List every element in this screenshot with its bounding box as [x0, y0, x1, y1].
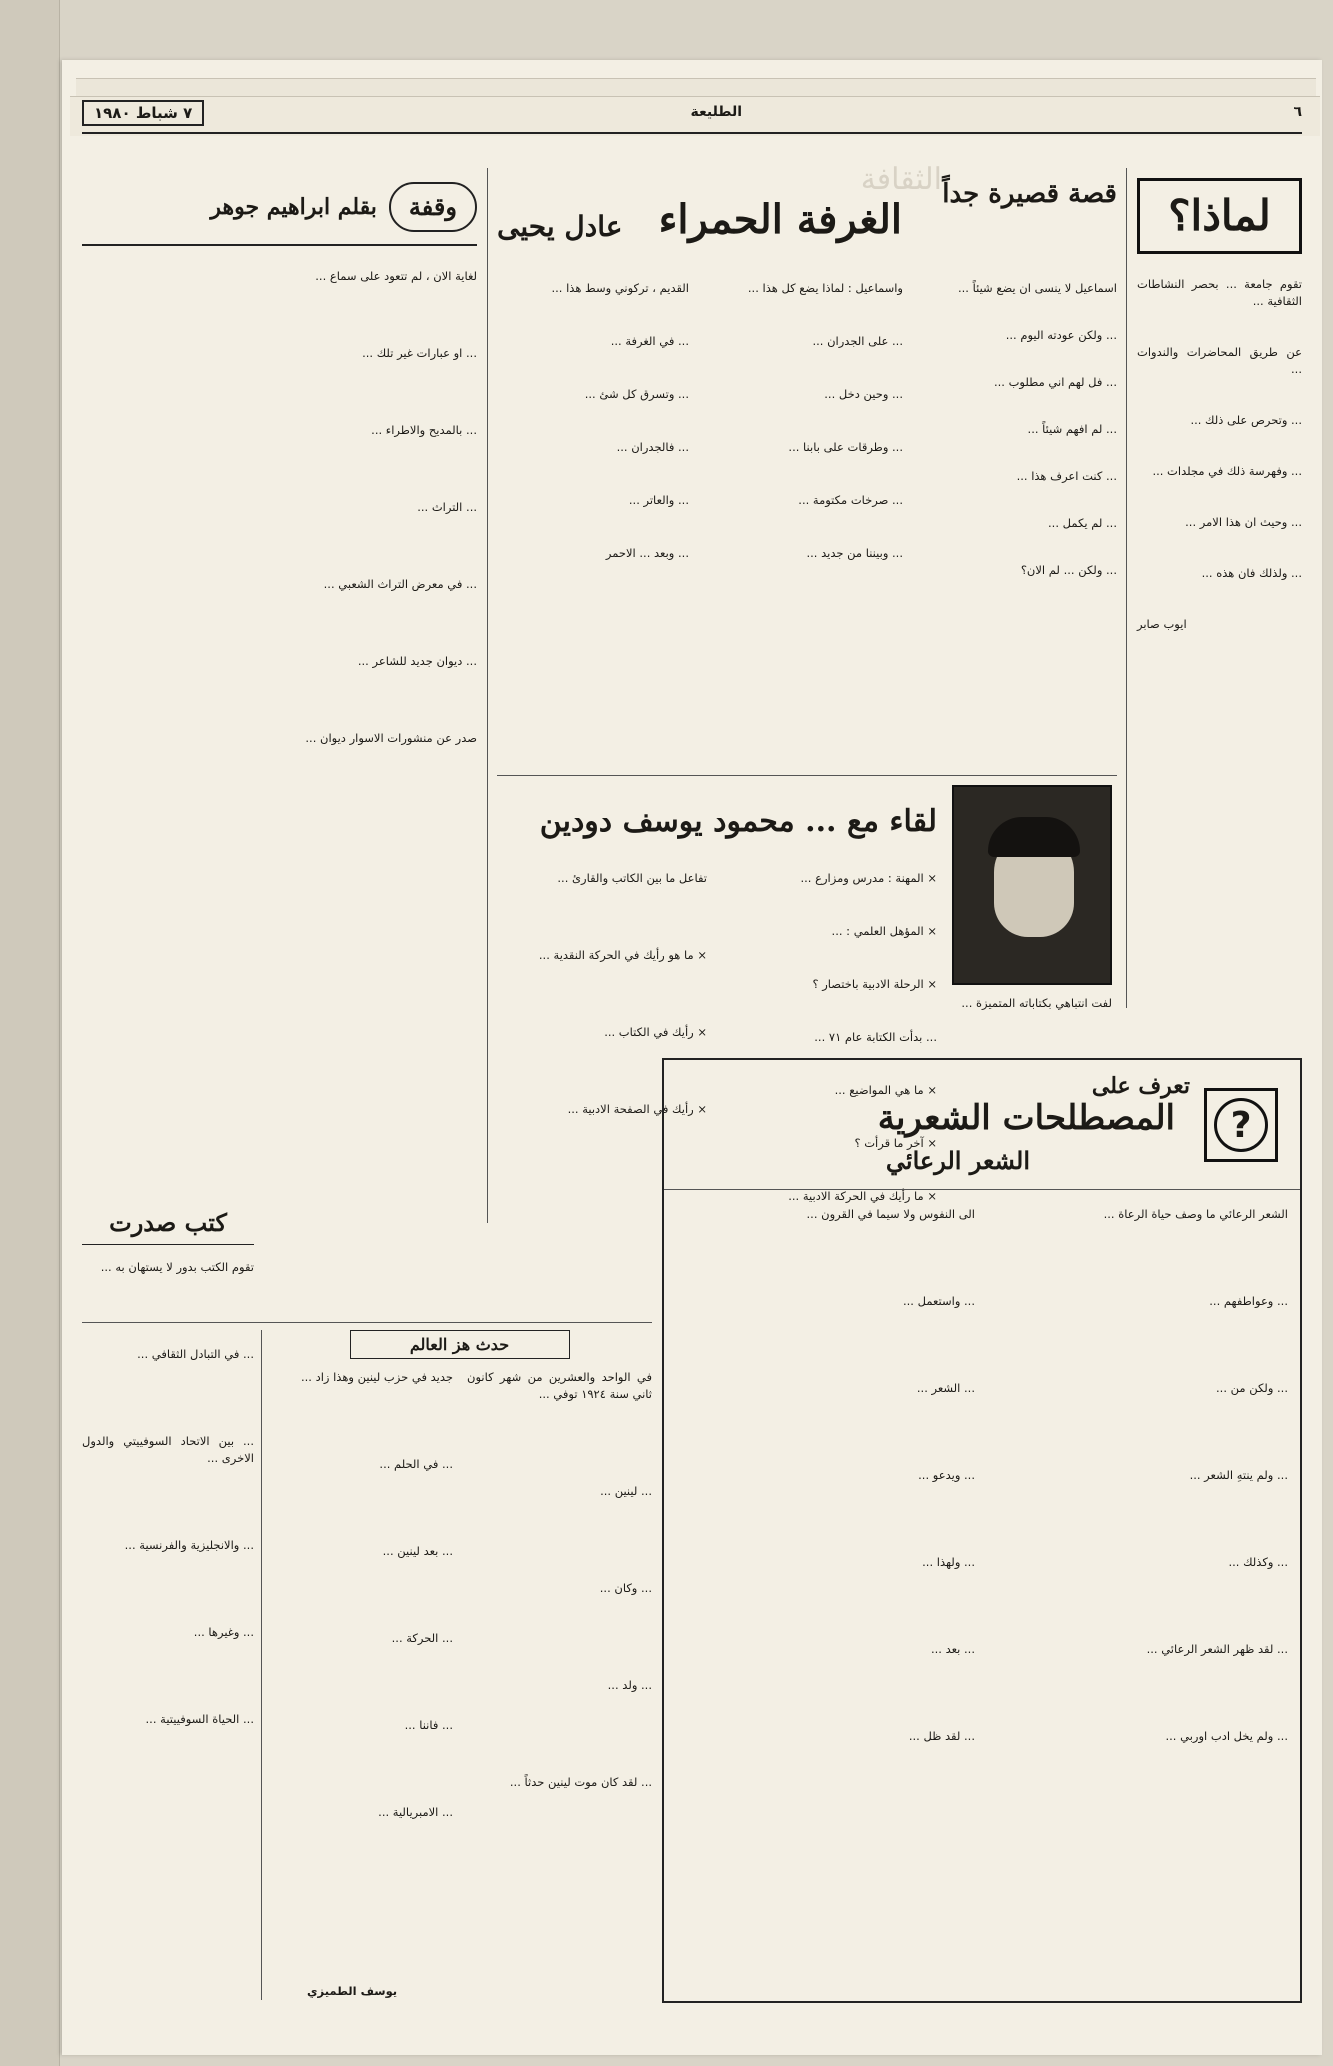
- paragraph: ... ولهذا ...: [922, 1555, 975, 1569]
- paragraph: ... ولكن من ...: [1216, 1381, 1288, 1395]
- paragraph: ... بدأت الكتابة عام ٧١ ...: [814, 1030, 937, 1044]
- paragraph: القديم ، تركوني وسط هذا ...: [551, 281, 689, 295]
- paragraph: ... ويدعو ...: [918, 1468, 975, 1482]
- question-mark-icon: [1204, 1088, 1278, 1162]
- mustalahat-column: [680, 1206, 975, 1815]
- paragraph: ... ولد ...: [607, 1678, 652, 1692]
- column-rule: [1126, 168, 1127, 1008]
- paragraph: ... وبعد ... الاحمر: [605, 546, 689, 560]
- hadath-columns: [267, 1369, 652, 1891]
- wafqa-label: وقفة: [389, 182, 477, 232]
- kutub-body: [82, 1259, 254, 1728]
- paragraph: ... لقد ظل ...: [908, 1729, 975, 1743]
- paragraph: × ما هي المواضيع ...: [834, 1083, 937, 1097]
- mustalahat-columns: [664, 1190, 1300, 1831]
- hadath-author: يوسف الطميزي: [307, 1984, 398, 1998]
- kutub-title: كتب صدرت: [109, 1208, 227, 1237]
- paragraph: × ما هو رأيك في الحركة النقدية ...: [538, 948, 707, 962]
- paragraph: ... لقد ظهر الشعر الرعائي ...: [1146, 1642, 1288, 1656]
- story-columns: [497, 280, 1117, 609]
- paragraph: ... في الحلم ...: [379, 1457, 453, 1471]
- hadath-column: [268, 1369, 453, 1891]
- paragraph: ... وتسرق كل شئ ...: [584, 387, 689, 401]
- paragraph: ... بين الاتحاد السوفييتي والدول الاخرى ...: [82, 1434, 254, 1466]
- paragraph: ... ولم يخل ادب اوربي ...: [1165, 1729, 1288, 1743]
- hadath-column: [467, 1369, 652, 1891]
- paragraph: ... الحركة ...: [391, 1631, 453, 1645]
- paragraph: ... لينين ...: [600, 1484, 652, 1498]
- paragraph: ... الحياة السوفييتية ...: [145, 1712, 254, 1727]
- section-rule: [497, 775, 1117, 776]
- mustalahat-column: [993, 1206, 1288, 1815]
- kutub-heading: [82, 1210, 254, 1245]
- story-section: [497, 170, 1117, 770]
- hadath-title-box: [350, 1330, 570, 1359]
- paragraph: ... في الغرفة ...: [610, 334, 689, 348]
- show-through-text: الثقافة: [860, 162, 942, 197]
- mustalahat-section: [662, 1058, 1302, 2003]
- paragraph: ... وغيرها ...: [193, 1625, 254, 1640]
- paragraph: ... بالمديح والاطراء ...: [371, 423, 477, 437]
- wafqa-byline: بقلم ابراهيم جوهر: [210, 193, 377, 220]
- mustalahat-subtitle: الشعر الرعائي: [885, 1146, 1030, 1175]
- paragraph: واسماعيل : لماذا يضع كل هذا ...: [747, 281, 903, 295]
- story-title: الغرفة الحمراء: [658, 196, 902, 243]
- paragraph: ... وعواطفهم ...: [1209, 1294, 1288, 1308]
- paragraph: ... وحيث ان هذا الامر ...: [1185, 515, 1302, 529]
- paragraph: × الرحلة الادبية باختصار ؟: [812, 977, 937, 991]
- paragraph: × رأيك في الكتاب ...: [604, 1025, 707, 1039]
- kutub-column: [82, 1210, 254, 2000]
- paragraph: اسماعيل لا ينسى ان يضع شيئاً ...: [957, 281, 1117, 295]
- mustalahat-heading: [664, 1060, 1300, 1190]
- story-kicker: قصة قصيرة جداً: [942, 179, 1117, 209]
- paragraph: × ما رأيك في الحركة الادبية ...: [788, 1189, 937, 1203]
- mustalahat-kicker: تعرف على: [1091, 1073, 1190, 1099]
- hadath-section: [267, 1330, 652, 2000]
- paragraph: ... ولذلك فان هذه ...: [1201, 566, 1302, 580]
- story-heading: [497, 170, 1117, 270]
- paragraph: ... ديوان جديد للشاعر ...: [357, 654, 477, 668]
- page-number: ٦: [1293, 104, 1302, 120]
- wafqa-heading: [82, 170, 477, 246]
- page-header: [82, 100, 1302, 134]
- paragraph: ... ولم ينتهِ الشعر ...: [1189, 1468, 1288, 1482]
- paragraph: ... واستعمل ...: [902, 1294, 975, 1308]
- paragraph: ... وتحرص على ذلك ...: [1190, 413, 1302, 427]
- paragraph: في الواحد والعشرين من شهر كانون ثاني سنة ١٩٢٤ توفي ...: [467, 1370, 652, 1401]
- author: ايوب صابر: [1137, 617, 1187, 631]
- limadha-body: [1137, 276, 1302, 633]
- paragraph: ... ولكن ... لم الان؟: [1020, 563, 1117, 577]
- paragraph: ... كنت اعرف هذا ...: [1016, 469, 1117, 483]
- paragraph: تقوم جامعة ... بحصر النشاطات الثقافية ...: [1137, 277, 1302, 308]
- story-author: عادل يحيى: [497, 210, 623, 243]
- paragraph: عن طريق المحاضرات والندوات ...: [1137, 345, 1302, 376]
- paragraph: ... وبيننا من جديد ...: [806, 546, 903, 560]
- paragraph: ... فالجدران ...: [616, 440, 689, 454]
- mustalahat-title: المصطلحات الشعرية: [877, 1098, 1175, 1138]
- paragraph: تقوم الكتب بدور لا يستهان به ...: [100, 1260, 254, 1275]
- paragraph: ... التراث ...: [417, 500, 477, 514]
- paragraph: ... والعاتر ...: [628, 493, 689, 507]
- interview-title: لقاء مع ... محمود يوسف دودين: [539, 804, 937, 839]
- paragraph: × آخر ما قرأت ؟: [854, 1136, 937, 1150]
- question-mark-circle: ?: [1214, 1098, 1268, 1152]
- paragraph: ... والانجليزية والفرنسية ...: [124, 1538, 254, 1553]
- paragraph: × المهنة : مدرس ومزارع ...: [800, 871, 937, 885]
- paragraph: ... الامبريالية ...: [378, 1805, 453, 1819]
- paragraph: ... وطرقات على بابنا ...: [788, 440, 903, 454]
- paragraph: الى النفوس ولا سيما في القرون ...: [806, 1207, 975, 1221]
- paragraph: ... وحين دخل ...: [824, 387, 903, 401]
- newspaper-page: [62, 60, 1322, 2055]
- paragraph: ... وفهرسة ذلك في مجلدات ...: [1152, 464, 1302, 478]
- paragraph: صدر عن منشورات الاسوار ديوان ...: [305, 731, 477, 745]
- paragraph: ... فاننا ...: [404, 1718, 453, 1732]
- paragraph: ... الشعر ...: [916, 1381, 975, 1395]
- previous-page-edge: [0, 0, 60, 2066]
- paragraph: ... وكان ...: [599, 1581, 652, 1595]
- portrait-hair: [988, 817, 1080, 857]
- paragraph: ... وكذلك ...: [1228, 1555, 1288, 1569]
- paragraph: ... صرخات مكتومة ...: [798, 493, 903, 507]
- limadha-title: لماذا؟: [1168, 190, 1271, 240]
- paragraph: ... على الجدران ...: [812, 334, 903, 348]
- paragraph: ... او عبارات غير تلك ...: [362, 346, 477, 360]
- paragraph: ... في التبادل الثقافي ...: [137, 1347, 254, 1362]
- story-column: [497, 280, 689, 609]
- column-rule: [261, 1330, 262, 2000]
- paragraph: لغاية الان ، لم تتعود على سماع ...: [315, 269, 477, 283]
- paragraph: ... بعد لينين ...: [382, 1544, 453, 1558]
- interview-photo: [952, 785, 1112, 985]
- newspaper-name: الطليعة: [690, 104, 742, 120]
- story-column: [917, 280, 1117, 609]
- wafqa-body: [82, 268, 477, 747]
- paragraph: ... لم يكمل ...: [1048, 516, 1117, 530]
- story-column: [703, 280, 903, 609]
- paragraph: ... لم افهم شيئاً ...: [1027, 422, 1117, 436]
- paragraph: ... في معرض التراث الشعبي ...: [323, 577, 477, 591]
- paragraph: × المؤهل العلمي : ...: [831, 924, 937, 938]
- hadath-title: حدث هز العالم: [409, 1335, 510, 1354]
- paragraph: تفاعل ما بين الكاتب والقارئ ...: [557, 871, 707, 885]
- paragraph: ... فل لهم اني مطلوب ...: [993, 375, 1117, 389]
- paragraph: ... لقد كان موت لينين حدثاً ...: [509, 1775, 652, 1789]
- paragraph: جديد في حزب لينين وهذا زاد ...: [300, 1370, 453, 1384]
- paragraph: الشعر الرعائي ما وصف حياة الرعاة ...: [1103, 1207, 1288, 1221]
- paragraph: ... بعد ...: [930, 1642, 975, 1656]
- paragraph: ... ولكن عودته اليوم ...: [1005, 328, 1117, 342]
- limadha-title-box: [1137, 178, 1302, 254]
- issue-date: ٧ شباط ١٩٨٠: [82, 100, 204, 126]
- photo-caption: لفت انتباهي بكتاباته المتميزة ...: [961, 996, 1112, 1010]
- wafqa-column: [82, 170, 477, 1200]
- column-rule: [487, 168, 488, 1223]
- limadha-column: [1137, 178, 1302, 1058]
- paragraph: × رأيك في الصفحة الادبية ...: [567, 1102, 707, 1116]
